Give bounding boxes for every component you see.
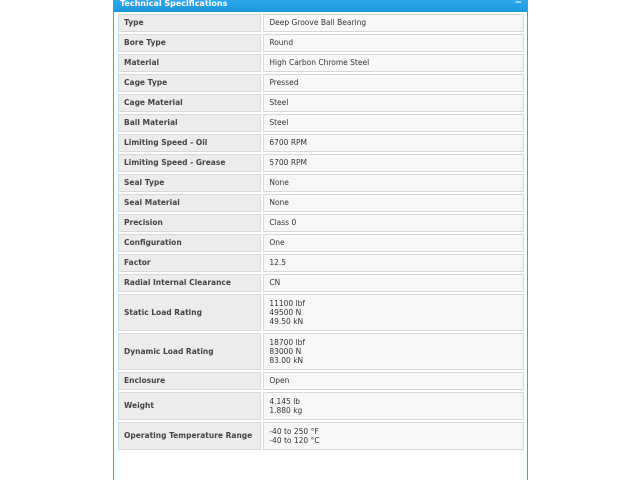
spec-value-line: Deep Groove Ball Bearing <box>269 18 367 28</box>
spec-value-line: One <box>269 238 285 248</box>
spec-row <box>118 392 524 420</box>
spec-value-line: 1.880 kg <box>269 406 303 415</box>
spec-label: Cage Type <box>118 74 261 92</box>
spec-value-line: CN <box>269 278 281 288</box>
panel-header[interactable] <box>114 0 527 12</box>
spec-value <box>263 333 524 370</box>
spec-row <box>118 194 524 212</box>
spec-value <box>263 54 524 72</box>
spec-row <box>118 134 524 152</box>
spec-row <box>118 422 524 450</box>
panel-title: Technical Specifications <box>120 0 228 8</box>
spec-row <box>118 14 524 32</box>
spec-value <box>263 372 524 390</box>
spec-row <box>118 34 524 52</box>
technical-specifications-panel <box>113 0 528 480</box>
spec-value <box>263 74 524 92</box>
spec-label: Configuration <box>118 234 261 252</box>
spec-value <box>263 214 524 232</box>
spec-label: Type <box>118 14 261 32</box>
spec-value <box>263 174 524 192</box>
spec-value-line: 6700 RPM <box>269 138 308 148</box>
specs-table <box>116 12 526 452</box>
spec-label: Bore Type <box>118 34 261 52</box>
spec-value-line: 11100 lbf <box>269 298 306 308</box>
spec-row <box>118 214 524 232</box>
spec-value-line: High Carbon Chrome Steel <box>269 58 370 68</box>
spec-row <box>118 294 524 331</box>
spec-value <box>263 274 524 292</box>
spec-value-line: 83.00 kN <box>269 356 304 366</box>
spec-value <box>263 94 524 112</box>
spec-label: Material <box>118 54 261 72</box>
spec-row <box>118 333 524 370</box>
spec-label: Enclosure <box>118 372 261 390</box>
collapse-icon[interactable]: − <box>514 0 522 8</box>
spec-row <box>118 274 524 292</box>
spec-value <box>263 392 524 420</box>
spec-row <box>118 54 524 72</box>
spec-row <box>118 174 524 192</box>
spec-row <box>118 234 524 252</box>
spec-label: Seal Material <box>118 194 261 212</box>
spec-value-line: None <box>269 178 289 188</box>
spec-label: Factor <box>118 254 261 272</box>
spec-value-line: 4.145 lb <box>269 396 301 406</box>
spec-value-line: 5700 RPM <box>269 158 308 168</box>
spec-label: Cage Material <box>118 94 261 112</box>
spec-value-line: None <box>269 198 289 208</box>
spec-value <box>263 134 524 152</box>
spec-value <box>263 234 524 252</box>
spec-value-line: 49.50 kN <box>269 317 304 327</box>
spec-label: Limiting Speed - Oil <box>118 134 261 152</box>
spec-value <box>263 294 524 331</box>
spec-label: Dynamic Load Rating <box>118 333 261 370</box>
spec-row <box>118 74 524 92</box>
spec-label: Weight <box>118 392 261 420</box>
spec-row <box>118 154 524 172</box>
spec-value-line: 83000 N <box>269 346 302 356</box>
spec-value-line: 12.5 <box>269 258 287 268</box>
spec-value-line: -40 to 250 °F <box>269 426 319 436</box>
spec-value <box>263 114 524 132</box>
spec-label: Seal Type <box>118 174 261 192</box>
spec-label: Limiting Speed - Grease <box>118 154 261 172</box>
spec-value-line: Steel <box>269 98 289 108</box>
spec-value-line: -40 to 120 °C <box>269 436 320 445</box>
spec-value-line: Open <box>269 376 290 386</box>
spec-label: Static Load Rating <box>118 294 261 331</box>
spec-value <box>263 254 524 272</box>
spec-label: Radial Internal Clearance <box>118 274 261 292</box>
spec-row <box>118 254 524 272</box>
spec-value-line: 49500 N <box>269 307 302 317</box>
spec-value <box>263 422 524 450</box>
spec-value-line: 18700 lbf <box>269 337 306 347</box>
spec-row <box>118 114 524 132</box>
spec-row <box>118 372 524 390</box>
spec-value <box>263 34 524 52</box>
spec-label: Operating Temperature Range <box>118 422 261 450</box>
spec-value <box>263 194 524 212</box>
spec-label: Ball Material <box>118 114 261 132</box>
spec-value-line: Steel <box>269 118 289 128</box>
spec-value <box>263 154 524 172</box>
spec-value-line: Round <box>269 38 294 48</box>
spec-value-line: Pressed <box>269 78 299 88</box>
spec-value <box>263 14 524 32</box>
spec-row <box>118 94 524 112</box>
spec-value-line: Class 0 <box>269 218 297 228</box>
spec-label: Precision <box>118 214 261 232</box>
